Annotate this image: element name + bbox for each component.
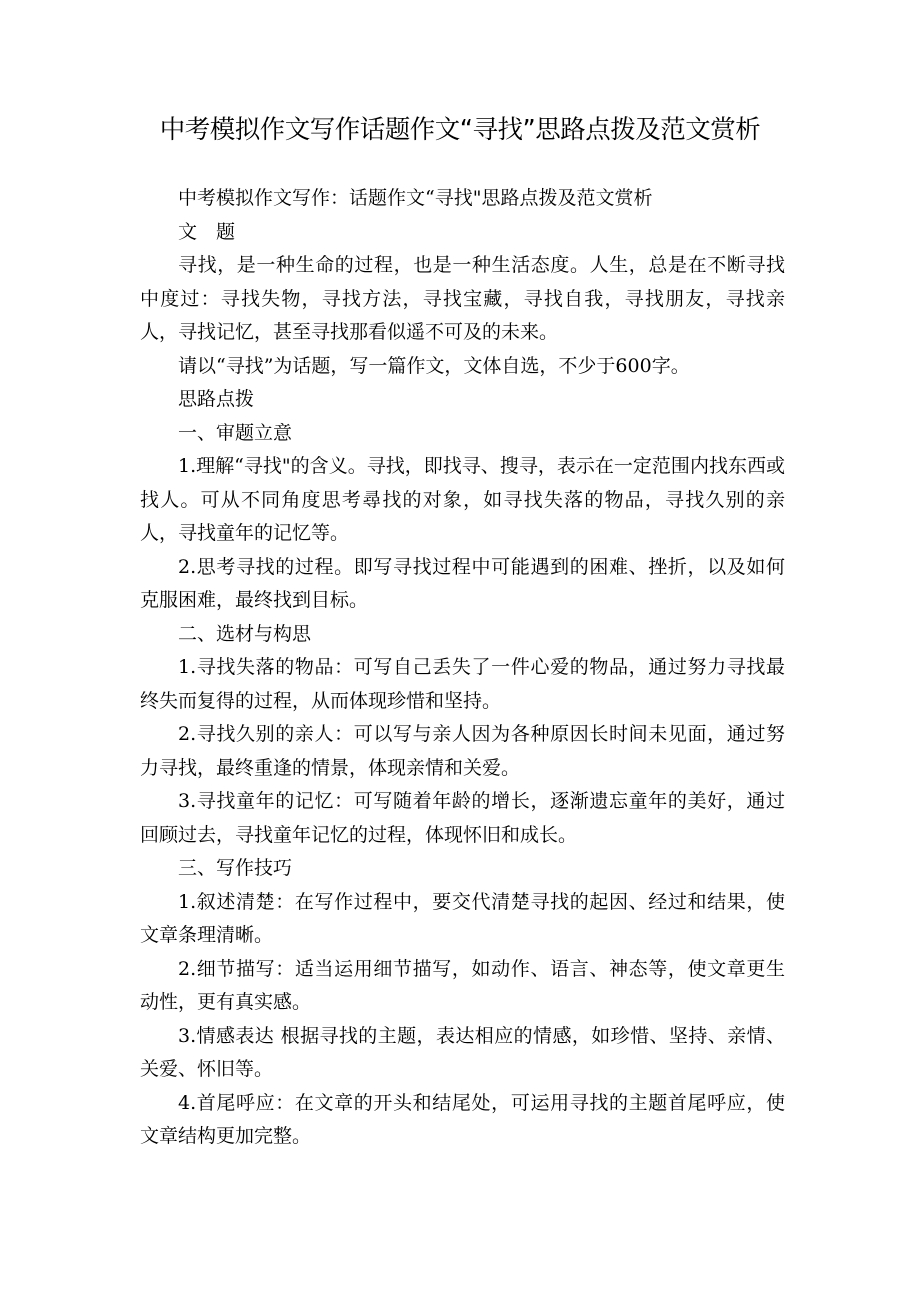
analysis-item-1: 1.理解“寻找"的含义。寻找，即找寻、搜寻，表示在一定范围内找东西或找人。可从不同角度思考尋找的对象，如寻找失落的物品，寻找久别的亲人，寻找童年的记忆等。 [140,455,785,544]
subheading-material: 二、选材与构思 [178,622,312,645]
instruction-paragraph: 请以“寻找”为话题，写一篇作文，文体自选，不少于600字。 [178,354,690,377]
document-body [140,182,785,1154]
section-heading-guidance: 思路点拨 [178,388,255,410]
material-item-1: 1.寻找失落的物品：可写自己丢失了一件心爱的物品，通过努力寻找最终失而复得的过程，从而体现珍惜和坚持。 [140,656,785,712]
technique-item-4: 4.首尾呼应：在文章的开头和结尾处，可运用寻找的主题首尾呼应，使文章结构更加完整。 [140,1091,785,1147]
technique-item-1: 1.叙述清楚：在写作过程中，要交代清楚寻找的起因、经过和结果，使文章条理清晰。 [140,890,785,946]
subheading-analysis: 一、审题立意 [178,421,293,444]
material-item-3: 3.寻找童年的记忆：可写随着年龄的增长，逐渐遗忘童年的美好，通过回顾过去，寻找童年记忆的过程，体现怀旧和成长。 [140,790,785,846]
section-heading-topic: 文 题 [178,220,236,243]
technique-item-2: 2.细节描写：适当运用细节描写，如动作、语言、神态等，使文章更生动性，更有真实感。 [140,957,785,1013]
document-title: 中考模拟作文写作话题作文“寻找”思路点拨及范文赏析 [159,115,761,145]
topic-paragraph: 寻找，是一种生命的过程，也是一种生活态度。人生，总是在不断寻找中度过：寻找失物，寻找方法，寻找宝藏，寻找自我，寻找朋友，寻找亲人，寻找记忆，甚至寻找那看似遥不可及的未来。 [140,254,785,343]
analysis-item-2: 2.思考寻找的过程。即写寻找过程中可能遇到的困难、挫折，以及如何克服困难，最终找到目标。 [140,555,785,611]
subheading-techniques: 三、写作技巧 [178,857,293,879]
technique-item-3: 3.情感表达 根据寻找的主题，表达相应的情感，如珍惜、坚持、亲情、关爱、怀旧等。 [140,1024,785,1080]
subtitle-paragraph: 中考模拟作文写作：话题作文“寻找"思路点拨及范文赏析 [178,187,653,209]
material-item-2: 2.寻找久别的亲人：可以写与亲人因为各种原因长时间未见面，通过努力寻找，最终重逢的情景，体现亲情和关爱。 [140,723,785,779]
